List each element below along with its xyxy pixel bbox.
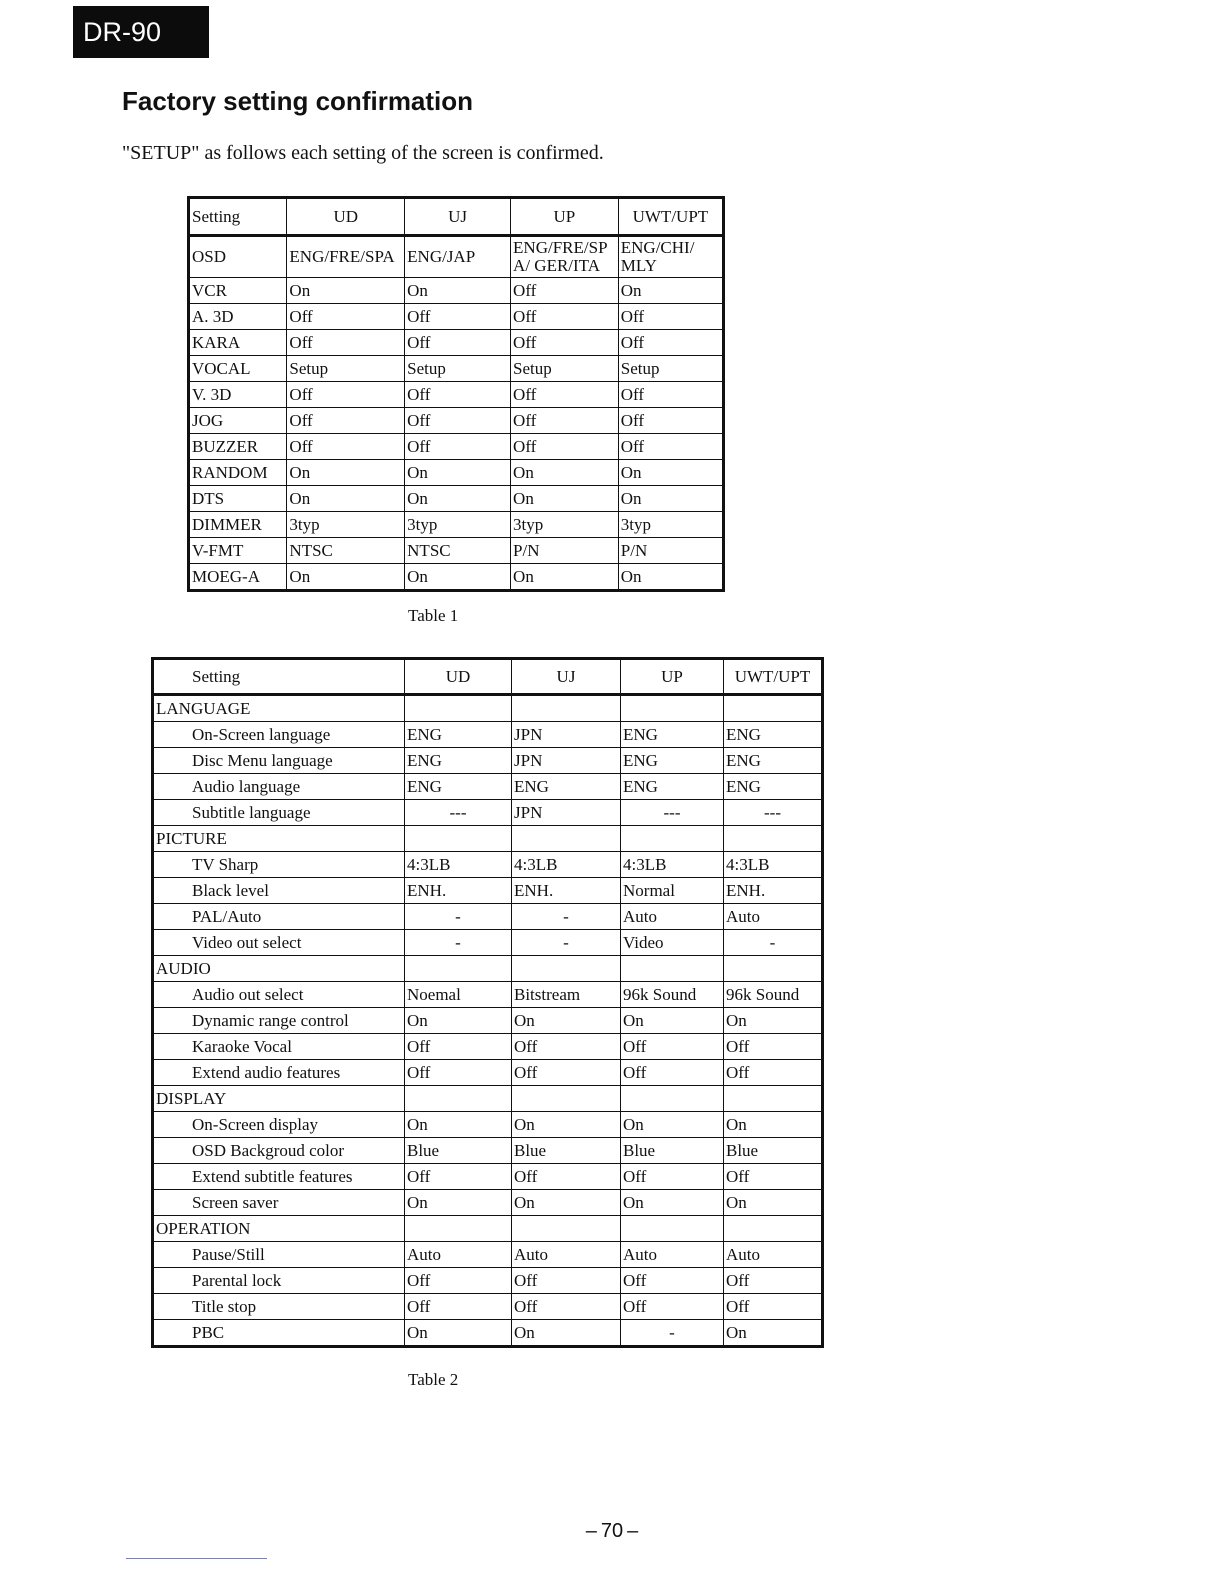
- value-cell: P/N: [618, 538, 723, 564]
- value-cell: Off: [405, 304, 511, 330]
- empty-cell: [724, 1216, 823, 1242]
- value-cell: Off: [287, 434, 405, 460]
- value-cell: Off: [724, 1268, 823, 1294]
- page-number: – 70 –: [585, 1520, 639, 1542]
- empty-cell: [405, 1216, 512, 1242]
- table-row: [189, 356, 724, 382]
- value-cell: Auto: [621, 904, 724, 930]
- column-header-up: UP: [511, 198, 619, 236]
- value-cell: 3typ: [287, 512, 405, 538]
- value-cell: On: [512, 1320, 621, 1347]
- value-cell: NTSC: [287, 538, 405, 564]
- empty-cell: [512, 956, 621, 982]
- section-heading: LANGUAGE: [153, 695, 405, 722]
- value-cell: On: [511, 564, 619, 591]
- value-cell: -: [405, 904, 512, 930]
- table-row: [153, 1242, 823, 1268]
- setting-cell: OSD: [189, 236, 287, 278]
- value-cell: Blue: [405, 1138, 512, 1164]
- table-row: [189, 564, 724, 591]
- table-row: [153, 722, 823, 748]
- value-cell: On: [621, 1008, 724, 1034]
- section-row: [153, 826, 823, 852]
- value-cell: On: [405, 486, 511, 512]
- value-cell: Off: [405, 1060, 512, 1086]
- setting-cell: VCR: [189, 278, 287, 304]
- value-cell: Off: [621, 1268, 724, 1294]
- value-cell: Off: [405, 1294, 512, 1320]
- value-cell: Off: [511, 330, 619, 356]
- value-cell: ENG: [405, 748, 512, 774]
- value-cell: Normal: [621, 878, 724, 904]
- value-cell: Off: [512, 1034, 621, 1060]
- setting-cell: On-Screen display: [153, 1112, 405, 1138]
- setting-cell: Extend audio features: [153, 1060, 405, 1086]
- value-cell: Off: [621, 1060, 724, 1086]
- setting-cell: On-Screen language: [153, 722, 405, 748]
- value-cell: ---: [724, 800, 823, 826]
- value-cell: Off: [287, 382, 405, 408]
- table-row: [153, 1164, 823, 1190]
- value-cell: Setup: [405, 356, 511, 382]
- empty-cell: [405, 956, 512, 982]
- value-line: MLY: [620, 256, 657, 275]
- value-cell: ENG: [405, 774, 512, 800]
- value-cell: JPN: [512, 800, 621, 826]
- table-row: [153, 774, 823, 800]
- table-row: [153, 748, 823, 774]
- value-cell: Off: [618, 434, 723, 460]
- setting-cell: Title stop: [153, 1294, 405, 1320]
- value-cell: On: [618, 278, 723, 304]
- value-cell: NTSC: [405, 538, 511, 564]
- table-row: [189, 382, 724, 408]
- value-cell: On: [287, 486, 405, 512]
- value-cell: Off: [287, 304, 405, 330]
- value-cell: On: [724, 1008, 823, 1034]
- empty-cell: [621, 956, 724, 982]
- empty-cell: [512, 1216, 621, 1242]
- value-cell: 4:3LB: [621, 852, 724, 878]
- table-row: [189, 538, 724, 564]
- setting-cell: BUZZER: [189, 434, 287, 460]
- value-cell: On: [621, 1112, 724, 1138]
- value-cell: -: [405, 930, 512, 956]
- value-cell: Blue: [621, 1138, 724, 1164]
- value-cell: Off: [618, 304, 723, 330]
- table-row: [153, 1294, 823, 1320]
- empty-cell: [724, 956, 823, 982]
- factory-settings-table-1: [187, 196, 725, 592]
- value-cell: On: [618, 564, 723, 591]
- table-row: [153, 1060, 823, 1086]
- value-cell: ENG: [621, 748, 724, 774]
- table-row: [189, 460, 724, 486]
- value-cell: [618, 236, 723, 278]
- table-row: [189, 330, 724, 356]
- setting-cell: VOCAL: [189, 356, 287, 382]
- column-header-ud: UD: [405, 659, 512, 695]
- value-cell: Off: [618, 382, 723, 408]
- value-cell: On: [618, 460, 723, 486]
- value-cell: Off: [511, 304, 619, 330]
- setting-cell: DTS: [189, 486, 287, 512]
- value-cell: Auto: [405, 1242, 512, 1268]
- value-cell: 96k Sound: [724, 982, 823, 1008]
- value-cell: ENG/JAP: [405, 236, 511, 278]
- empty-cell: [512, 826, 621, 852]
- value-cell: -: [621, 1320, 724, 1347]
- table-1-caption: Table 1: [408, 606, 459, 625]
- table-row: [153, 982, 823, 1008]
- setting-cell: MOEG-A: [189, 564, 287, 591]
- value-cell: 96k Sound: [621, 982, 724, 1008]
- value-cell: Off: [511, 434, 619, 460]
- section-row: [153, 695, 823, 722]
- value-cell: On: [287, 278, 405, 304]
- column-header-uj: UJ: [512, 659, 621, 695]
- value-cell: -: [724, 930, 823, 956]
- column-header-uwt-upt: UWT/UPT: [618, 198, 723, 236]
- value-cell: Video: [621, 930, 724, 956]
- empty-cell: [621, 1216, 724, 1242]
- setting-cell: Parental lock: [153, 1268, 405, 1294]
- section-row: [153, 956, 823, 982]
- setting-cell: JOG: [189, 408, 287, 434]
- value-cell: 3typ: [511, 512, 619, 538]
- value-cell: [511, 236, 619, 278]
- setting-cell: TV Sharp: [153, 852, 405, 878]
- value-cell: Off: [512, 1268, 621, 1294]
- empty-cell: [621, 695, 724, 722]
- setting-cell: Karaoke Vocal: [153, 1034, 405, 1060]
- value-cell: On: [405, 460, 511, 486]
- value-cell: ENG/FRE/SPA: [287, 236, 405, 278]
- setting-cell: Screen saver: [153, 1190, 405, 1216]
- value-cell: ENG: [724, 748, 823, 774]
- column-header-uj: UJ: [405, 198, 511, 236]
- value-cell: Off: [618, 408, 723, 434]
- setting-cell: Black level: [153, 878, 405, 904]
- value-cell: Off: [287, 408, 405, 434]
- intro-text: "SETUP" as follows each setting of the screen is confirmed.: [122, 142, 604, 164]
- value-cell: ---: [621, 800, 724, 826]
- value-cell: On: [724, 1190, 823, 1216]
- section-heading: AUDIO: [153, 956, 405, 982]
- value-cell: Noemal: [405, 982, 512, 1008]
- value-cell: Off: [405, 408, 511, 434]
- table-2-caption: Table 2: [408, 1370, 459, 1389]
- table-row: [153, 1112, 823, 1138]
- value-cell: On: [405, 1320, 512, 1347]
- value-cell: JPN: [512, 748, 621, 774]
- table-row: [189, 236, 724, 278]
- value-cell: -: [512, 930, 621, 956]
- table-header-row: [189, 198, 724, 236]
- setting-cell: Audio out select: [153, 982, 405, 1008]
- value-cell: Off: [405, 1268, 512, 1294]
- table-row: [153, 930, 823, 956]
- page-title: Factory setting confirmation: [122, 86, 474, 116]
- value-line: ENG/FRE/SP: [513, 238, 608, 258]
- empty-cell: [405, 826, 512, 852]
- value-cell: Off: [618, 330, 723, 356]
- value-cell: Off: [512, 1294, 621, 1320]
- section-row: [153, 1086, 823, 1112]
- value-cell: On: [405, 1008, 512, 1034]
- table-row: [153, 878, 823, 904]
- value-line: A/ GER/ITA: [513, 256, 600, 275]
- value-cell: On: [511, 486, 619, 512]
- value-cell: ENH.: [405, 878, 512, 904]
- value-cell: Off: [621, 1294, 724, 1320]
- empty-cell: [405, 695, 512, 722]
- value-cell: 3typ: [618, 512, 723, 538]
- table-row: [189, 512, 724, 538]
- value-cell: -: [512, 904, 621, 930]
- value-cell: Off: [724, 1164, 823, 1190]
- page-number-value: 70: [600, 1520, 624, 1542]
- value-cell: On: [405, 278, 511, 304]
- factory-settings-table-2: [151, 657, 824, 1348]
- setting-cell: V. 3D: [189, 382, 287, 408]
- table-row: [153, 1320, 823, 1347]
- table-row: [153, 1138, 823, 1164]
- value-cell: On: [287, 564, 405, 591]
- value-cell: On: [724, 1112, 823, 1138]
- table-row: [153, 1034, 823, 1060]
- value-cell: 4:3LB: [724, 852, 823, 878]
- value-cell: Off: [511, 408, 619, 434]
- value-cell: ENG: [621, 774, 724, 800]
- table-row: [153, 1268, 823, 1294]
- value-cell: Off: [512, 1060, 621, 1086]
- empty-cell: [724, 1086, 823, 1112]
- value-cell: Off: [512, 1164, 621, 1190]
- table-row: [189, 408, 724, 434]
- column-header-uwt-upt: UWT/UPT: [724, 659, 823, 695]
- value-cell: On: [287, 460, 405, 486]
- value-cell: P/N: [511, 538, 619, 564]
- value-cell: Off: [724, 1294, 823, 1320]
- value-cell: On: [512, 1190, 621, 1216]
- empty-cell: [724, 826, 823, 852]
- value-cell: ENH.: [512, 878, 621, 904]
- column-header-setting: Setting: [153, 659, 405, 695]
- empty-cell: [724, 695, 823, 722]
- empty-cell: [621, 1086, 724, 1112]
- setting-cell: Extend subtitle features: [153, 1164, 405, 1190]
- value-cell: On: [618, 486, 723, 512]
- value-cell: On: [512, 1008, 621, 1034]
- table-row: [153, 1008, 823, 1034]
- table-row: [153, 852, 823, 878]
- value-cell: ENG: [405, 722, 512, 748]
- value-cell: Off: [724, 1034, 823, 1060]
- value-cell: Setup: [287, 356, 405, 382]
- setting-cell: Disc Menu language: [153, 748, 405, 774]
- value-cell: Off: [405, 1034, 512, 1060]
- setting-cell: RANDOM: [189, 460, 287, 486]
- section-heading: OPERATION: [153, 1216, 405, 1242]
- value-cell: Auto: [621, 1242, 724, 1268]
- value-cell: Auto: [512, 1242, 621, 1268]
- setting-cell: A. 3D: [189, 304, 287, 330]
- value-cell: On: [724, 1320, 823, 1347]
- empty-cell: [512, 1086, 621, 1112]
- value-cell: ENG: [724, 774, 823, 800]
- value-cell: 4:3LB: [512, 852, 621, 878]
- value-cell: 3typ: [405, 512, 511, 538]
- value-cell: Off: [287, 330, 405, 356]
- value-cell: Blue: [512, 1138, 621, 1164]
- value-cell: On: [405, 1190, 512, 1216]
- table-row: [189, 304, 724, 330]
- column-header-setting: Setting: [189, 198, 287, 236]
- setting-cell: PBC: [153, 1320, 405, 1347]
- table-header-row: [153, 659, 823, 695]
- setting-cell: PAL/Auto: [153, 904, 405, 930]
- value-cell: Off: [511, 382, 619, 408]
- value-cell: Off: [405, 382, 511, 408]
- value-cell: ENG: [512, 774, 621, 800]
- value-cell: Off: [405, 434, 511, 460]
- setting-cell: Video out select: [153, 930, 405, 956]
- section-heading: DISPLAY: [153, 1086, 405, 1112]
- value-cell: ENG: [621, 722, 724, 748]
- setting-cell: Audio language: [153, 774, 405, 800]
- setting-cell: KARA: [189, 330, 287, 356]
- empty-cell: [405, 1086, 512, 1112]
- value-cell: ENG: [724, 722, 823, 748]
- column-header-ud: UD: [287, 198, 405, 236]
- value-cell: On: [405, 564, 511, 591]
- empty-cell: [512, 695, 621, 722]
- value-cell: Setup: [618, 356, 723, 382]
- setting-cell: DIMMER: [189, 512, 287, 538]
- value-cell: ---: [405, 800, 512, 826]
- section-row: [153, 1216, 823, 1242]
- value-line: ENG/CHI/: [620, 238, 695, 258]
- table-row: [189, 486, 724, 512]
- value-cell: ENH.: [724, 878, 823, 904]
- table-row: [189, 278, 724, 304]
- value-cell: Setup: [511, 356, 619, 382]
- setting-cell: Dynamic range control: [153, 1008, 405, 1034]
- setting-cell: Subtitle language: [153, 800, 405, 826]
- value-cell: Auto: [724, 904, 823, 930]
- value-cell: Bitstream: [512, 982, 621, 1008]
- value-cell: Blue: [724, 1138, 823, 1164]
- setting-cell: Pause/Still: [153, 1242, 405, 1268]
- value-cell: Off: [724, 1060, 823, 1086]
- value-cell: Off: [511, 278, 619, 304]
- section-heading: PICTURE: [153, 826, 405, 852]
- column-header-up: UP: [621, 659, 724, 695]
- model-badge: DR-90: [73, 6, 209, 58]
- value-cell: 4:3LB: [405, 852, 512, 878]
- setting-cell: V-FMT: [189, 538, 287, 564]
- value-cell: On: [511, 460, 619, 486]
- value-cell: Off: [405, 1164, 512, 1190]
- table-row: [153, 1190, 823, 1216]
- table-row: [153, 800, 823, 826]
- value-cell: On: [512, 1112, 621, 1138]
- setting-cell: OSD Backgroud color: [153, 1138, 405, 1164]
- table-row: [153, 904, 823, 930]
- empty-cell: [621, 826, 724, 852]
- footer-rule: [126, 1558, 267, 1559]
- value-cell: Off: [405, 330, 511, 356]
- value-cell: Off: [621, 1164, 724, 1190]
- value-cell: On: [405, 1112, 512, 1138]
- value-cell: On: [621, 1190, 724, 1216]
- value-cell: Auto: [724, 1242, 823, 1268]
- value-cell: Off: [621, 1034, 724, 1060]
- value-cell: JPN: [512, 722, 621, 748]
- table-row: [189, 434, 724, 460]
